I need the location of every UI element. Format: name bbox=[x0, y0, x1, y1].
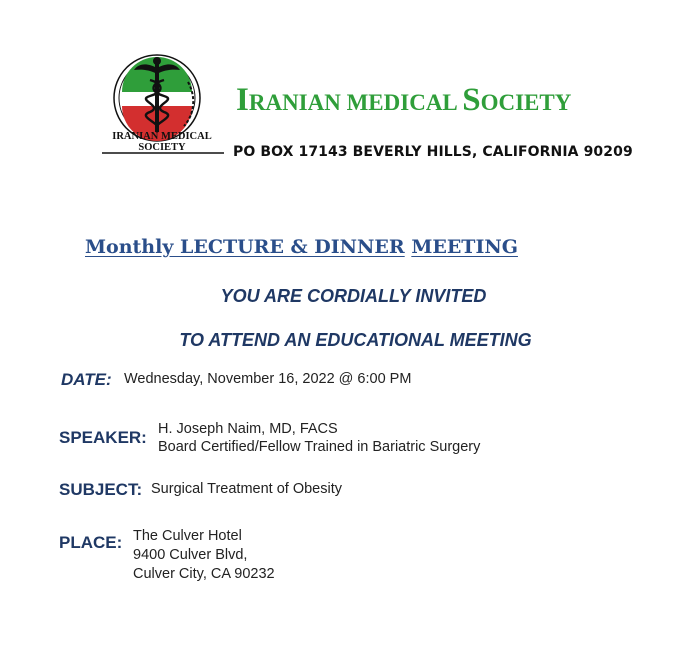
speaker-credentials: Board Certified/Fellow Trained in Bariatric Surgery bbox=[158, 439, 481, 455]
date-value: Wednesday, November 16, 2022 @ 6:00 PM bbox=[124, 371, 412, 387]
meeting-title-part1: Monthly LECTURE & DINNER bbox=[85, 236, 405, 258]
society-logo bbox=[100, 52, 230, 160]
organization-name bbox=[236, 84, 571, 117]
place-address-line: Culver City, CA 90232 bbox=[133, 566, 275, 582]
invite-line-2-text: TO ATTEND AN EDUCATIONAL MEETING bbox=[179, 330, 532, 350]
invite-line-2 bbox=[0, 330, 697, 351]
subject-value: Surgical Treatment of Obesity bbox=[151, 481, 342, 497]
date-label: DATE: bbox=[61, 370, 112, 389]
speaker-label: SPEAKER: bbox=[59, 428, 147, 447]
invite-line-1 bbox=[0, 286, 697, 307]
org-name-word-3: OCIETY bbox=[480, 90, 572, 115]
meeting-title bbox=[85, 236, 518, 258]
place-address-line: The Culver Hotel bbox=[133, 528, 242, 544]
org-name-word-1: RANIAN bbox=[248, 90, 347, 115]
place-label: PLACE: bbox=[59, 533, 123, 552]
org-name-initial-3: S bbox=[462, 82, 481, 118]
meeting-title-part2: MEETING bbox=[411, 236, 518, 258]
caduceus-emblem-icon bbox=[100, 52, 230, 160]
org-name-word-2: MEDICAL bbox=[346, 90, 463, 115]
invite-line-1-text: YOU ARE CORDIALLY INVITED bbox=[220, 286, 487, 306]
subject-label: SUBJECT: bbox=[59, 480, 143, 499]
organization-address: PO BOX 17143 BEVERLY HILLS, CALIFORNIA 90209 bbox=[233, 144, 633, 160]
logo-text-line2: SOCIETY bbox=[138, 142, 186, 153]
place-address-line: 9400 Culver Blvd, bbox=[133, 547, 248, 563]
speaker-name: H. Joseph Naim, MD, FACS bbox=[158, 421, 338, 437]
org-name-initial-1: I bbox=[236, 82, 249, 118]
logo-text-line1: IRANIAN MEDICAL bbox=[112, 131, 212, 142]
